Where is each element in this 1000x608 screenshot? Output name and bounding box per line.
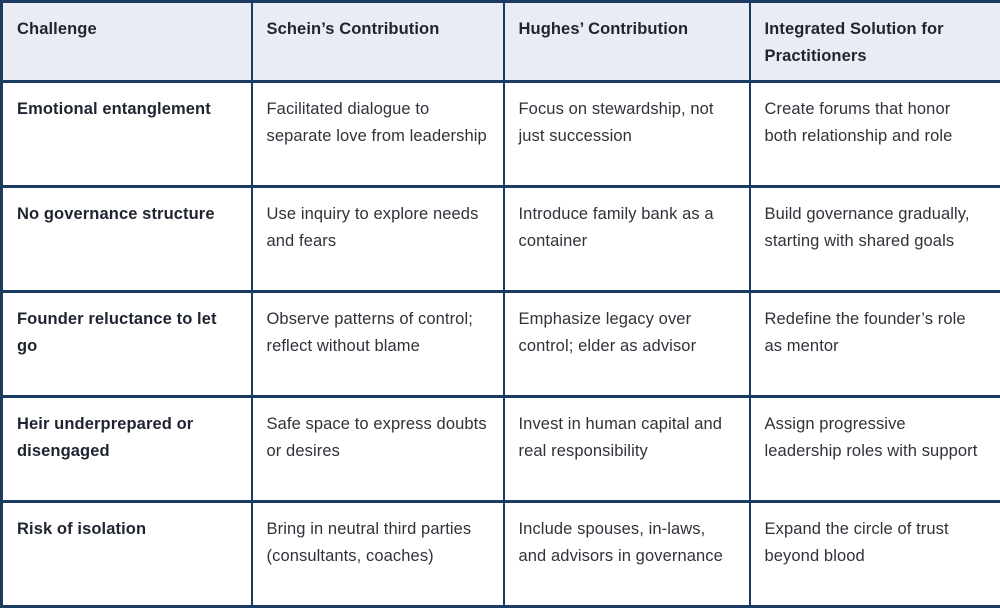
table-row: [2, 187, 1000, 292]
challenge-cell: Risk of isolation: [2, 502, 252, 607]
hughes-cell: Introduce family bank as a container: [504, 187, 750, 292]
integrated-cell: Create forums that honor both relationship and role: [750, 82, 1000, 187]
challenge-cell: Heir underprepared or disengaged: [2, 397, 252, 502]
integrated-cell: Build governance gradually, starting with shared goals: [750, 187, 1000, 292]
column-header-challenge: Challenge: [2, 2, 252, 82]
table-row: [2, 397, 1000, 502]
hughes-cell: Include spouses, in-laws, and advisors in governance: [504, 502, 750, 607]
challenge-cell: Founder reluctance to let go: [2, 292, 252, 397]
schein-cell: Use inquiry to explore needs and fears: [252, 187, 504, 292]
integrated-cell: Assign progressive leadership roles with support: [750, 397, 1000, 502]
column-header-schein-contribution: Schein’s Contribution: [252, 2, 504, 82]
integrated-cell: Redefine the founder’s role as mentor: [750, 292, 1000, 397]
hughes-cell: Emphasize legacy over control; elder as advisor: [504, 292, 750, 397]
schein-cell: Observe patterns of control; reflect without blame: [252, 292, 504, 397]
schein-cell: Bring in neutral third parties (consultants, coaches): [252, 502, 504, 607]
column-header-hughes-contribution: Hughes’ Contribution: [504, 2, 750, 82]
challenge-cell: No governance structure: [2, 187, 252, 292]
integrated-cell: Expand the circle of trust beyond blood: [750, 502, 1000, 607]
schein-cell: Safe space to express doubts or desires: [252, 397, 504, 502]
table-header-row: [2, 2, 1000, 82]
schein-cell: Facilitated dialogue to separate love from leadership: [252, 82, 504, 187]
table-row: [2, 502, 1000, 607]
table-row: [2, 292, 1000, 397]
hughes-cell: Focus on stewardship, not just succession: [504, 82, 750, 187]
table-row: [2, 82, 1000, 187]
challenge-cell: Emotional entanglement: [2, 82, 252, 187]
hughes-cell: Invest in human capital and real responsibility: [504, 397, 750, 502]
column-header-integrated-solution: Integrated Solution for Practitioners: [750, 2, 1000, 82]
